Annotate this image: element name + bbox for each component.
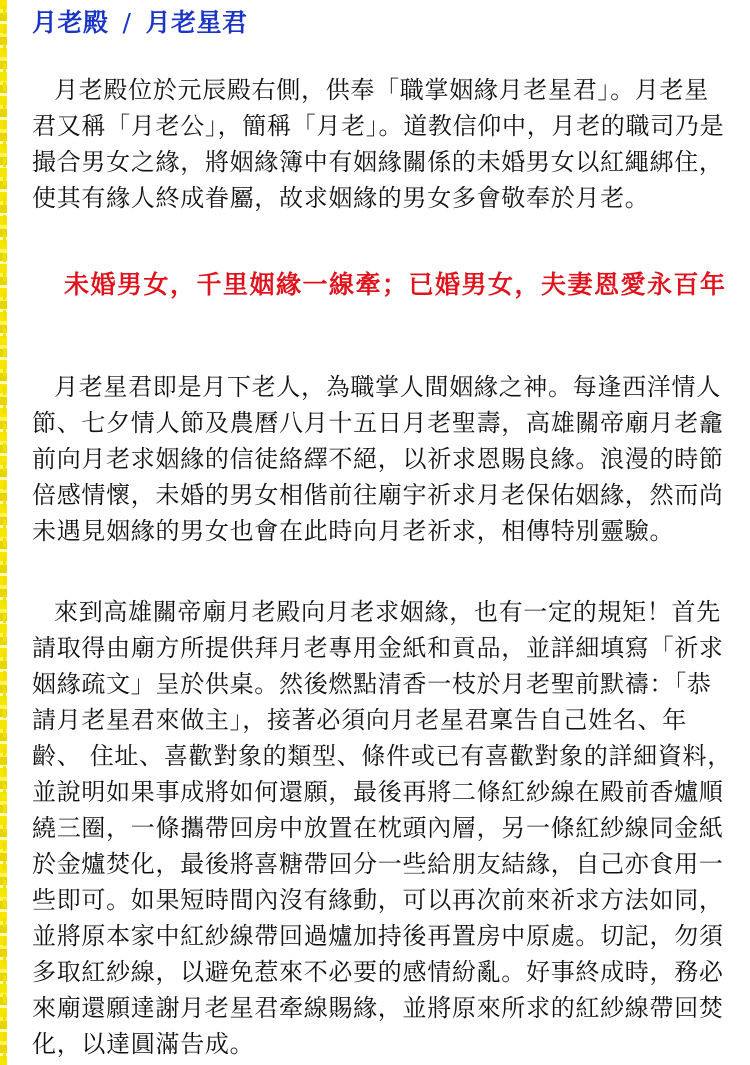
page-title — [32, 6, 247, 40]
deity-paragraph-text: 月老星君即是月下老人，為職掌人間姻緣之神。每逢西洋情人節、七夕情人節及農曆八月十五日月老聖壽，高雄關帝廟月老龕前向月老求姻緣的信徒絡繹不絕，以祈求恩賜良緣。浪漫的時節倍感情懷，未婚的男女相偕前往廟宇祈求月老保佑姻緣，然而尚未遇見姻緣的男女也會在此時向月老祈求，相傳特別靈驗。 — [32, 373, 724, 545]
left-decorative-border — [0, 0, 7, 1065]
ritual-paragraph-text: 來到高雄關帝廟月老殿向月老求姻緣，也有一定的規矩！首先請取得由廟方所提供拜月老專用金紙和貢品，並詳細填寫「祈求姻緣疏文」呈於供桌。然後燃點清香一枝於月老聖前默禱：「恭請月老星君來做主」，接著必須向月老星君稟告自己姓名、年齡、 住址、喜歡對象的類型、條件或已有喜歡對象的詳細資料，並說明如果事成將如何還願，最後再將二條紅紗線在殿前香爐順繞三圈，一條攜帶回房中放置在枕頭內層，另一條紅紗線同金紙於金爐焚化，最後將喜糖帶回分一些給朋友結緣，自己亦食用一些即可。如果短時間內沒有緣動，可以再次前來祈求方法如同，並將原本家中紅紗線帶回過爐加持後再置房中原處。切記，勿須多取紅紗線，以避免惹來不必要的感情紛亂。好事終成時，務必來廟還願達謝月老星君牽線賜緣，並將原來所求的紅紗線帶回焚化，以達圓滿告成。 — [32, 598, 732, 1058]
highlight-slogan — [32, 267, 732, 303]
title-part-2: 月老星君 — [145, 8, 248, 37]
intro-paragraph — [32, 72, 732, 216]
title-separator: / — [122, 8, 132, 37]
intro-paragraph-text: 月老殿位於元辰殿右側，供奉「職掌姻緣月老星君」。月老星君又稱「月老公」，簡稱「月老」。道教信仰中，月老的職司乃是撮合男女之緣，將姻緣簿中有姻緣關係的未婚男女以紅繩綁住，使其有緣人終成眷屬，故求姻緣的男女多會敬奉於月老。 — [32, 76, 725, 212]
ritual-paragraph — [32, 594, 732, 1062]
deity-paragraph — [32, 369, 732, 549]
highlight-slogan-text: 未婚男女，千里姻緣一線牽；已婚男女，夫妻恩愛永百年 — [64, 270, 727, 299]
title-part-1: 月老殿 — [32, 8, 109, 37]
